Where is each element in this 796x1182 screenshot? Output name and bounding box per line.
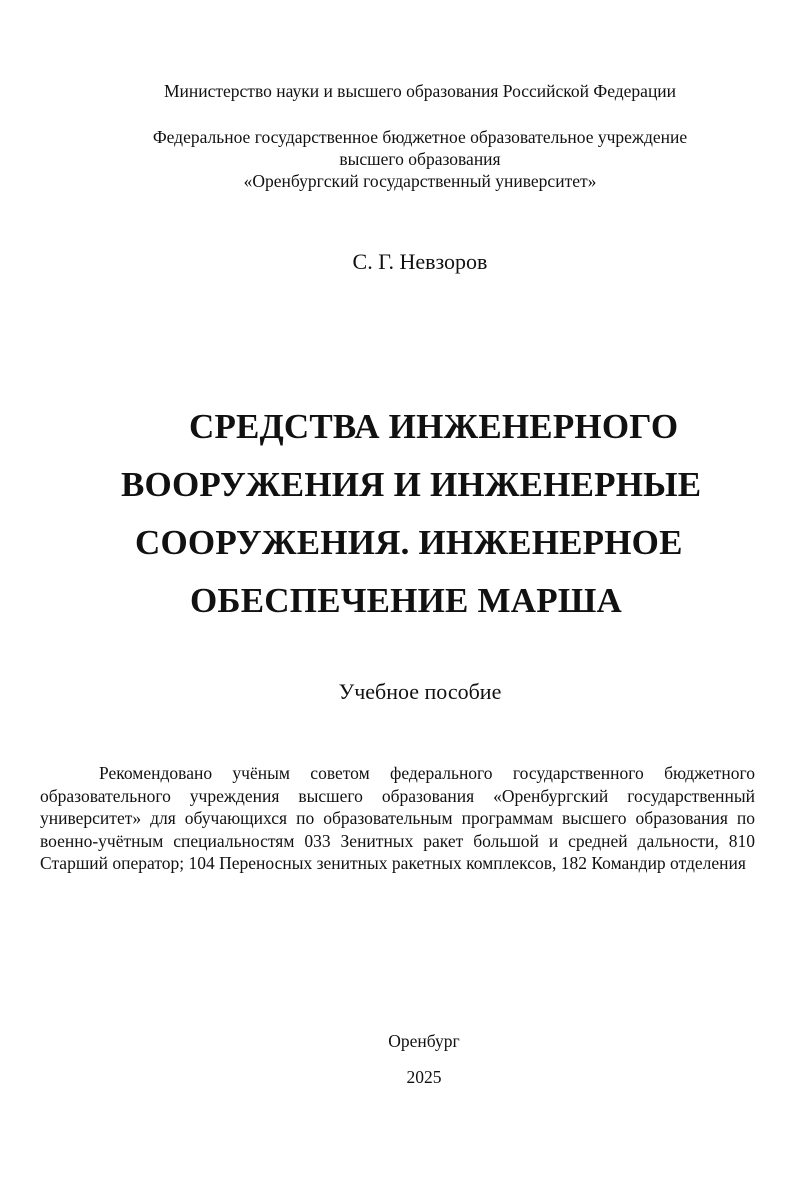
title-line-2: ВООРУЖЕНИЯ И ИНЖЕНЕРНЫЕ [121, 465, 702, 504]
title-line-3: СООРУЖЕНИЯ. ИНЖЕНЕРНОЕ [135, 523, 683, 562]
title-line-4: ОБЕСПЕЧЕНИЕ МАРША [190, 581, 622, 620]
publication-year: 2025 [406, 1067, 442, 1087]
title-line-1: СРЕДСТВА ИНЖЕНЕРНОГО [189, 407, 679, 446]
recommendation-paragraph: Рекомендовано учёным советом федерального государственного бюджетного образовательного учреждения высшего образования «Оренбургский государственный университет» для обучающихся по образовательным программам высшего образования по военно-учётным специальностям 033 Зенитных ракет большой и средней дальности, 810 Старший оператор; 104 Переносных зенитных ракетных комплексов, 182 Командир отделения [40, 763, 755, 874]
institution-name [22, 126, 796, 192]
ministry-name: Министерство науки и высшего образования Российской Федерации [163, 81, 677, 101]
institution-line-3: «Оренбургский государственный университет» [243, 171, 597, 191]
publication-city: Оренбург [388, 1031, 460, 1051]
institution-line-2: высшего образования [339, 149, 501, 169]
institution-line-1: Федеральное государственное бюджетное образовательное учреждение [152, 127, 688, 147]
book-subtitle: Учебное пособие [338, 679, 502, 704]
author-name: С. Г. Невзоров [352, 249, 488, 274]
